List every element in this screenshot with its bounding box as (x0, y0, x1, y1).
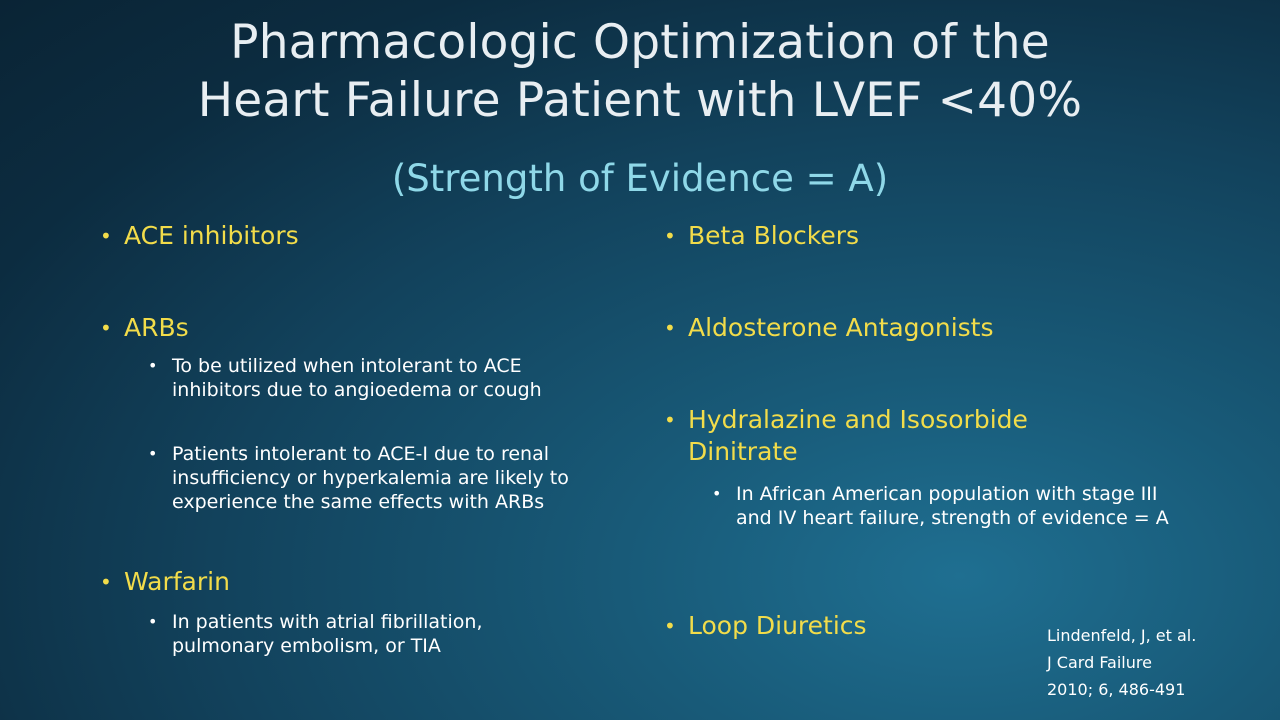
sub-bullet-arbs-1: • To be utilized when intolerant to ACE inhibitors due to angioedema or cough (148, 354, 588, 402)
bullet-aldosterone-antagonists: • Aldosterone Antagonists (664, 312, 1204, 344)
citation-line-3: 2010; 6, 486-491 (1047, 680, 1186, 699)
citation (1047, 622, 1196, 703)
bullet-hydralazine-isosorbide: • Hydralazine and Isosorbide Dinitrate (664, 404, 1084, 468)
title-line-2: Heart Failure Patient with LVEF <40% (197, 73, 1083, 128)
sub-bullet-arbs-2: • Patients intolerant to ACE-I due to renal insufficiency or hyperkalemia are likely to experience the same effects with ARBs (148, 442, 598, 514)
bullet-arbs: • ARBs (100, 312, 620, 344)
citation-line-2: J Card Failure (1047, 653, 1152, 672)
slide-subtitle: (Strength of Evidence = A) (391, 157, 889, 200)
bullet-warfarin: • Warfarin (100, 566, 620, 598)
citation-line-1: Lindenfeld, J, et al. (1047, 626, 1197, 645)
bullet-ace-inhibitors: • ACE inhibitors (100, 220, 620, 252)
slide-title (0, 14, 1280, 130)
title-line-1: Pharmacologic Optimization of the (230, 15, 1050, 70)
bullet-beta-blockers: • Beta Blockers (664, 220, 1204, 252)
bullet-loop-diuretics: • Loop Diuretics (664, 610, 1204, 642)
sub-bullet-hydralazine-1: • In African American population with stage III and IV heart failure, strength of evidence = A (712, 482, 1182, 530)
sub-bullet-warfarin-1: • In patients with atrial fibrillation, pulmonary embolism, or TIA (148, 610, 578, 658)
